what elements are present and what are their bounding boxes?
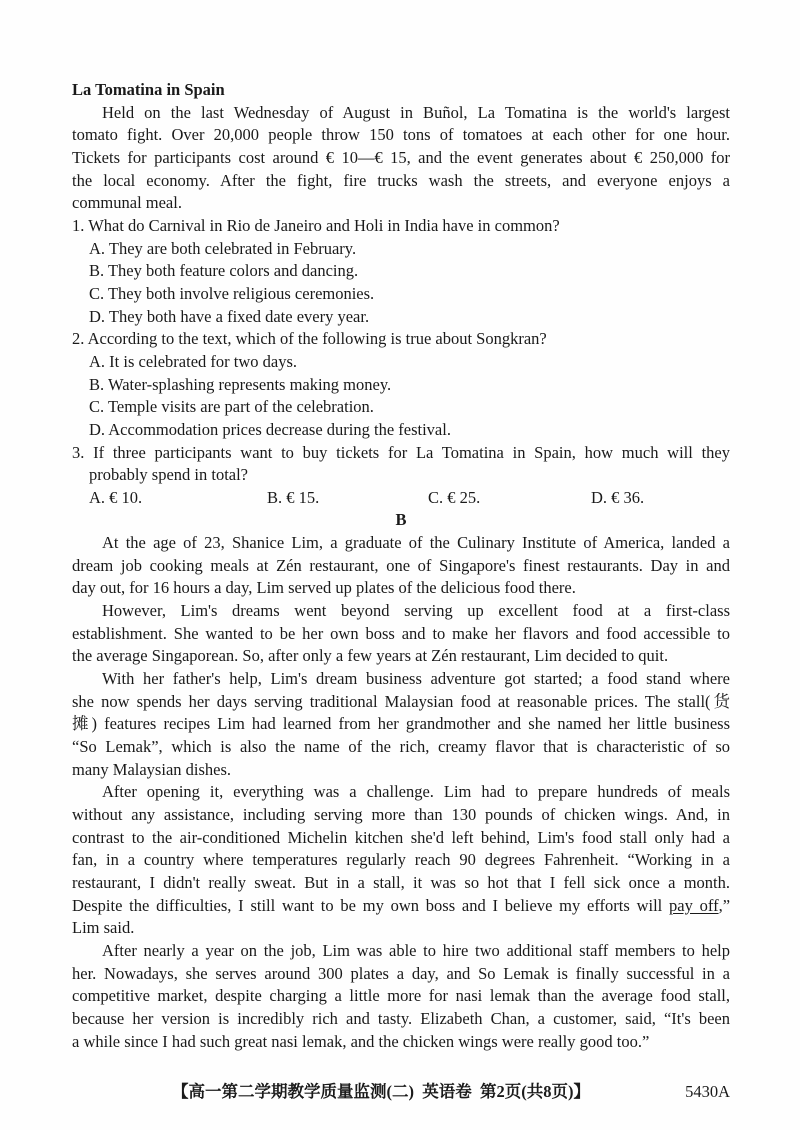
question-stem: 1. What do Carnival in Rio de Janeiro and Holi in India have in common? — [72, 215, 560, 235]
answer-option-a: A. It is celebrated for two days. — [89, 351, 298, 371]
paragraph-5 — [72, 940, 730, 1053]
paragraph-line: However, Lim's dreams went beyond serving up excellent food at a first-class — [102, 601, 730, 621]
paragraph-line: 摊) features recipes Lim had learned from her grandmother and she named her little business — [72, 714, 730, 734]
answer-option-c: C. € 25. — [428, 487, 481, 507]
paragraph-line: day out, for 16 hours a day, Lim served up plates of the delicious food there. — [72, 578, 576, 598]
page-content — [72, 79, 730, 1053]
paragraph-line: Lim said. — [72, 918, 135, 938]
paragraph-line: many Malaysian dishes. — [72, 759, 232, 779]
footer-code: 5430A — [685, 1082, 730, 1101]
answer-option-d: D. Accommodation prices decrease during the festival. — [89, 419, 451, 439]
paragraph-line: fan, in a country where temperatures regularly reach 90 degrees Fahrenheit. “Working in a — [72, 850, 730, 870]
answer-option-c: C. They both involve religious ceremonies. — [89, 283, 375, 303]
paragraph-line: contrast to the air-conditioned Michelin kitchen she'd left behind, Lim's food stall only had a — [72, 827, 730, 847]
line-text: ,” — [718, 895, 731, 915]
answer-option-b: B. Water-splashing represents making money. — [89, 374, 392, 394]
question-stem: 2. According to the text, which of the following is true about Songkran? — [72, 329, 547, 349]
paragraph-2 — [72, 600, 730, 668]
passage-title: La Tomatina in Spain — [72, 80, 225, 99]
question-stem-continued: probably spend in total? — [89, 465, 249, 485]
paragraph-line — [72, 895, 730, 918]
answer-option-b: B. They both feature colors and dancing. — [89, 261, 359, 281]
passage-la-tomatina — [72, 79, 730, 215]
question-1 — [72, 215, 730, 328]
answer-option-b: B. € 15. — [267, 487, 320, 507]
answer-option-c: C. Temple visits are part of the celebration. — [89, 397, 374, 417]
paragraph-line: dream job cooking meals at Zén restaurant, one of Singapore's finest restaurants. Day in and — [72, 555, 730, 575]
passage-b — [72, 532, 730, 1053]
paragraph-4 — [72, 781, 730, 940]
paragraph-line: restaurant, I didn't really sweat. But in a stall, it was so hot that I fell sick once a month. — [72, 872, 730, 892]
answer-option-d: D. They both have a fixed date every year. — [89, 306, 370, 326]
underlined-phrase: pay off — [669, 895, 719, 915]
footer-label: 【高一第二学期教学质量监测(二) 英语卷 第2页(共8页)】 — [172, 1082, 590, 1101]
paragraph-line: With her father's help, Lim's dream business adventure got started; a food stand where — [102, 669, 730, 689]
question-2 — [72, 328, 730, 441]
passage-line: tomato fight. Over 20,000 people throw 150 tons of tomatoes at each other for one hour. — [72, 125, 730, 145]
paragraph-line: establishment. She wanted to be her own boss and to make her flavors and food accessible to — [72, 623, 730, 643]
passage-line: Tickets for participants cost around € 10—€ 15, and the event generates about € 250,000 for — [72, 147, 730, 167]
answer-option-d: D. € 36. — [591, 487, 645, 507]
paragraph-line: a while since I had such great nasi lemak, and the chicken wings were really good too.” — [72, 1031, 650, 1051]
answer-option-a: A. They are both celebrated in February. — [89, 238, 357, 258]
answer-options-row — [72, 487, 730, 510]
passage-line: Held on the last Wednesday of August in Buñol, La Tomatina is the world's largest — [102, 102, 730, 122]
paragraph-line: After nearly a year on the job, Lim was able to hire two additional staff members to help — [102, 940, 730, 960]
passage-line: communal meal. — [72, 193, 182, 213]
paragraph-line: without any assistance, including serving more than 130 pounds of chicken wings. And, in — [72, 805, 730, 824]
paragraph-line: “So Lemak”, which is also the name of the rich, creamy flavor that is characteristic of so — [72, 737, 730, 757]
paragraph-1 — [72, 532, 730, 600]
line-text: Despite the difficulties, I still want to be my own boss and I believe my efforts will — [72, 895, 663, 915]
paragraph-3 — [72, 668, 730, 781]
paragraph-line: the average Singaporean. So, after only a few years at Zén restaurant, Lim decided to quit. — [72, 646, 669, 666]
paragraph-line: her. Nowadays, she serves around 300 plates a day, and So Lemak is finally successful in a — [72, 963, 730, 983]
question-stem: 3. If three participants want to buy tickets for La Tomatina in Spain, how much will they — [72, 442, 730, 462]
paragraph-line: competitive market, despite charging a little more for nasi lemak than the average food stall, — [72, 986, 730, 1006]
passage-line: the local economy. After the fight, fire trucks wash the streets, and everyone enjoys a — [72, 170, 730, 190]
answer-option-a: A. € 10. — [89, 487, 143, 507]
section-heading: B — [395, 510, 407, 530]
paragraph-line: she now spends her days serving traditional Malaysian food at reasonable prices. The stall(货 — [72, 691, 730, 711]
paragraph-line: After opening it, everything was a challenge. Lim had to prepare hundreds of meals — [102, 782, 730, 802]
paragraph-line: At the age of 23, Shanice Lim, a graduate of the Culinary Institute of America, landed a — [102, 533, 730, 553]
paragraph-line: because her version is incredibly rich and tasty. Elizabeth Chan, a customer, said, “It's been — [72, 1008, 730, 1028]
question-3 — [72, 442, 730, 510]
